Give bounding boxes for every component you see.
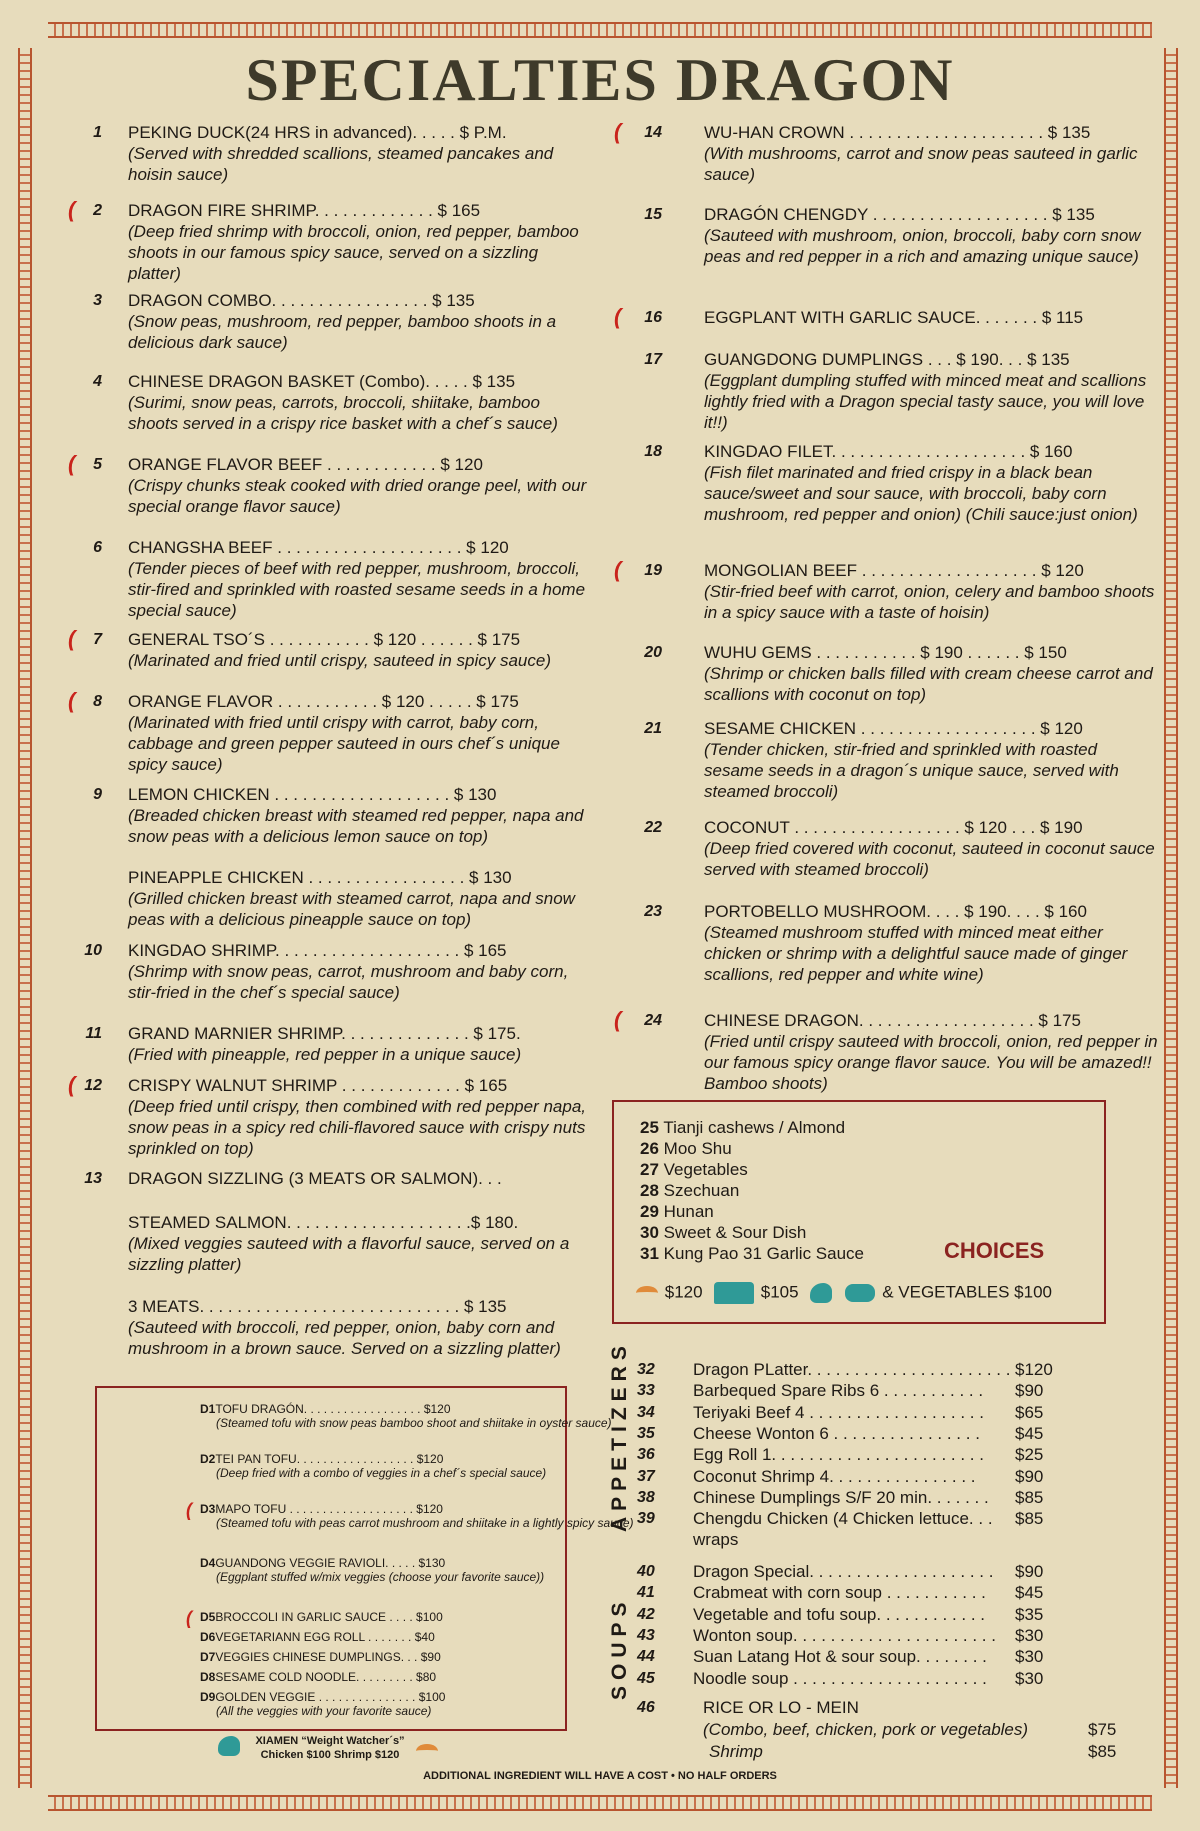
item-name: 3 MEATS. . . . . . . . . . . . . . . . . . . . . . . . . . . . $ 135	[128, 1297, 507, 1316]
row-price: $120	[1015, 1360, 1053, 1379]
veggie-name: GUANDONG VEGGIE RAVIOLI. . . . . $130	[215, 1556, 446, 1570]
veggie-name: GOLDEN VEGGIE . . . . . . . . . . . . . . . $100	[215, 1690, 446, 1704]
item-number: 2	[93, 202, 102, 219]
border-top	[48, 22, 1152, 38]
menu-item	[128, 1075, 588, 1159]
xiamen-note	[250, 1734, 410, 1762]
chili-pepper-icon: (	[614, 557, 622, 582]
item-number: 17	[644, 351, 662, 368]
chili-pepper-icon: (	[68, 451, 76, 476]
veggie-item	[200, 1630, 435, 1644]
menu-item	[128, 1023, 588, 1065]
menu-item	[128, 1212, 588, 1275]
chicken-icon	[218, 1736, 240, 1756]
veggie-name: VEGGIES CHINESE DUMPLINGS. . . $90	[215, 1650, 441, 1664]
menu-item	[128, 1296, 588, 1359]
item-name: PEKING DUCK(24 HRS in advanced). . . . . $ P.M.	[128, 123, 507, 142]
page-title: SPECIALTIES DRAGON	[245, 47, 955, 113]
item-description: (Surimi, snow peas, carrots, broccoli, shiitake, bamboo shoots served in a crispy rice basket with a chef´s sauce)	[128, 393, 558, 433]
row-text: Barbequed Spare Ribs 6 . . . . . . . . . . .	[693, 1381, 984, 1401]
item-description: (Sauteed with broccoli, red pepper, onion, baby corn and mushroom in a brown sauce. Served on a sizzling platter)	[128, 1318, 561, 1358]
item-name: LEMON CHICKEN . . . . . . . . . . . . . . . . . . . $ 130	[128, 785, 497, 804]
choice-line	[640, 1139, 732, 1159]
row-number: 36	[637, 1446, 655, 1464]
choice-text: Szechuan	[663, 1181, 740, 1200]
choice-number: 25	[640, 1118, 659, 1137]
rice-line2: Shrimp	[709, 1742, 763, 1761]
row-text: Coconut Shrimp 4. . . . . . . . . . . . . . . .	[693, 1466, 976, 1486]
border-right	[1164, 48, 1178, 1788]
menu-item	[704, 441, 1160, 525]
appetizers-label: APPETIZERS	[608, 1340, 631, 1532]
row-number: 39	[637, 1510, 655, 1528]
item-name: CHINESE DRAGON. . . . . . . . . . . . . . . . . . . $ 175	[704, 1011, 1081, 1030]
row-price: $30	[1015, 1625, 1044, 1645]
row-price: $30	[1015, 1668, 1044, 1688]
row-number: 45	[637, 1669, 655, 1687]
item-number: 4	[93, 373, 102, 390]
footer-note: ADDITIONAL INGREDIENT WILL HAVE A COST • NO HALF ORDERS	[423, 1770, 777, 1782]
row-price: $90	[1015, 1562, 1044, 1581]
veggie-name: VEGETARIANN EGG ROLL . . . . . . . $40	[215, 1630, 435, 1644]
chili-pepper-icon: (	[614, 119, 622, 144]
row-price: $85	[1015, 1487, 1044, 1507]
item-description: (Fish filet marinated and fried crispy in a black bean sauce/sweet and sour sauce, with broccoli, baby corn mushroom, red pepper and onion) (Chili sauce:just onion)	[704, 463, 1138, 524]
row-text: Noodle soup . . . . . . . . . . . . . . . . . . . . .	[693, 1668, 987, 1688]
menu-item	[704, 349, 1160, 433]
veggie-item	[200, 1610, 443, 1624]
item-number: 10	[84, 942, 102, 959]
chili-pepper-icon: (	[614, 1007, 622, 1032]
item-number: 16	[644, 309, 662, 326]
veggie-item	[200, 1690, 445, 1718]
item-description: (Mixed veggies sauteed with a flavorful sauce, served on a sizzling platter)	[128, 1234, 570, 1274]
item-number: 14	[644, 124, 662, 141]
item-description: (Breaded chicken breast with steamed red pepper, napa and snow peas with a delicious lemon sauce on top)	[128, 806, 584, 846]
item-number: 5	[93, 456, 102, 473]
item-name: CRISPY WALNUT SHRIMP . . . . . . . . . . . . . $ 165	[128, 1076, 508, 1095]
item-description: (Deep fried covered with coconut, sauteed in coconut sauce served with steamed broccoli)	[704, 839, 1155, 879]
menu-item	[128, 629, 588, 671]
menu-item	[704, 817, 1160, 880]
xiamen-line1: XIAMEN “Weight Watcher´s”	[255, 1735, 405, 1747]
pig-icon	[845, 1284, 875, 1302]
item-description: (Served with shredded scallions, steamed pancakes and hoisin sauce)	[128, 144, 554, 184]
row-text: Wonton soup. . . . . . . . . . . . . . . . . . . . . .	[693, 1625, 996, 1645]
menu-item	[128, 867, 588, 930]
menu-item	[704, 642, 1160, 705]
chili-pepper-icon: (	[68, 197, 76, 222]
row-text: Egg Roll 1. . . . . . . . . . . . . . . . . . . . . . .	[693, 1445, 984, 1465]
choices-label: CHOICES	[944, 1238, 1045, 1263]
choice-line	[640, 1202, 714, 1222]
item-description: (Stir-fried beef with carrot, onion, celery and bamboo shoots in a spicy sauce with a taste of hoisin)	[704, 582, 1155, 622]
cow-icon	[714, 1282, 754, 1304]
item-name: PINEAPPLE CHICKEN . . . . . . . . . . . . . . . . . $ 130	[128, 868, 512, 887]
item-name: GRAND MARNIER SHRIMP. . . . . . . . . . . . . . $ 175.	[128, 1024, 521, 1043]
row-price: $65	[1015, 1402, 1044, 1422]
row-text: Suan Latang Hot & sour soup. . . . . . . .	[693, 1647, 987, 1667]
choice-line	[640, 1223, 806, 1243]
row-price: $30	[1015, 1647, 1044, 1667]
veggie-item	[200, 1502, 634, 1530]
border-left	[18, 48, 32, 1788]
row-number: 41	[637, 1584, 655, 1602]
veggie-code: D4	[200, 1556, 216, 1570]
row-price: $45	[1015, 1423, 1044, 1443]
chili-pepper-icon: (	[186, 1500, 192, 1520]
item-number: 19	[644, 562, 662, 579]
rice-num: 46	[637, 1699, 655, 1716]
row-number: 34	[637, 1403, 655, 1421]
item-description: (Shrimp or chicken balls filled with cream cheese carrot and scallions with coconut on top)	[704, 664, 1153, 704]
choice-line	[640, 1244, 864, 1264]
item-name: WUHU GEMS . . . . . . . . . . . $ 190 . . . . . . $ 150	[704, 643, 1067, 662]
item-name: DRAGON COMBO. . . . . . . . . . . . . . . . . $ 135	[128, 291, 475, 310]
item-number: 8	[93, 693, 102, 710]
item-name: DRAGÓN CHENGDY . . . . . . . . . . . . . . . . . . . $ 135	[704, 205, 1095, 224]
item-name: SESAME CHICKEN . . . . . . . . . . . . . . . . . . . $ 120	[704, 719, 1083, 738]
item-description: (Marinated and fried until crispy, sauteed in spicy sauce)	[128, 651, 551, 670]
shrimp-icon	[416, 1744, 438, 1758]
item-number: 6	[93, 539, 102, 556]
menu-item	[128, 537, 588, 621]
row-price: $90	[1015, 1381, 1044, 1401]
item-name: PORTOBELLO MUSHROOM. . . . $ 190. . . . $ 160	[704, 902, 1087, 921]
menu-item	[704, 718, 1160, 802]
item-name: ORANGE FLAVOR BEEF . . . . . . . . . . . . $ 120	[128, 455, 483, 474]
veggie-code: D3	[200, 1502, 216, 1516]
menu-item	[128, 122, 588, 185]
menu-item	[704, 901, 1160, 985]
row-text: Chengdu Chicken (4 Chicken lettuce. . .	[693, 1509, 993, 1529]
menu-item	[704, 1010, 1160, 1094]
item-name: STEAMED SALMON. . . . . . . . . . . . . . . . . . . .$ 180.	[128, 1213, 519, 1232]
item-description: (Tender pieces of beef with red pepper, mushroom, broccoli, stir-fired and sprinkled with roasted sesame seeds in a home special sauce)	[128, 559, 586, 620]
shrimp-price: $120	[664, 1282, 703, 1302]
choice-number: 28	[640, 1181, 659, 1200]
menu-item	[704, 122, 1160, 185]
item-description: (Eggplant dumpling stuffed with minced meat and scallions lightly fried with a Dragon special tasty sauce, you will love it!!)	[704, 371, 1147, 432]
row-text: Chinese Dumplings S/F 20 min. . . . . . .	[693, 1487, 989, 1507]
item-description: (Tender chicken, stir-fried and sprinkled with roasted sesame seeds in a dragon´s unique sauce, served with steamed broccoli)	[704, 740, 1119, 801]
item-name: CHANGSHA BEEF . . . . . . . . . . . . . . . . . . . . $ 120	[128, 538, 509, 557]
menu-item	[128, 290, 588, 353]
menu-item	[704, 307, 1160, 328]
item-name: KINGDAO FILET. . . . . . . . . . . . . . . . . . . . . $ 160	[704, 442, 1073, 461]
veggie-name: BROCCOLI IN GARLIC SAUCE . . . . $100	[215, 1610, 443, 1624]
item-description: (Deep fried shrimp with broccoli, onion, red pepper, bamboo shoots in our famous spicy sauce, served on a sizzling platter)	[128, 222, 579, 283]
chili-pepper-icon: (	[68, 688, 76, 713]
row-number: 33	[637, 1382, 655, 1400]
choice-number: 27	[640, 1160, 659, 1179]
veggie-item	[200, 1402, 612, 1430]
menu-item	[128, 940, 588, 1003]
item-number: 11	[85, 1025, 102, 1042]
row-number: 42	[637, 1605, 655, 1623]
menu-item	[128, 454, 588, 517]
row-text: Dragon PLatter. . . . . . . . . . . . . . . . . . . . . .	[693, 1360, 1011, 1379]
item-number: 23	[644, 903, 662, 920]
menu-item	[128, 784, 588, 847]
item-number: 12	[84, 1077, 102, 1094]
veggie-item	[200, 1452, 546, 1480]
item-name: DRAGON FIRE SHRIMP. . . . . . . . . . . . . $ 165	[128, 201, 481, 220]
choice-line	[640, 1160, 748, 1180]
row-number: 35	[637, 1424, 655, 1442]
veggie-name: TEI PAN TOFU. . . . . . . . . . . . . . . . . . $120	[215, 1452, 444, 1466]
chili-pepper-icon: (	[68, 626, 76, 651]
item-name: EGGPLANT WITH GARLIC SAUCE. . . . . . . $ 115	[704, 308, 1084, 327]
veggie-code: D7	[200, 1650, 216, 1664]
item-description: (Grilled chicken breast with steamed carrot, napa and snow peas with a delicious pineapple sauce on top)	[128, 889, 575, 929]
item-description: (Steamed mushroom stuffed with minced meat either chicken or shrimp with a delightful sauce made of ginger scallions, red pepper and white wine)	[704, 923, 1128, 984]
veggie-name: TOFU DRAGÓN. . . . . . . . . . . . . . . . . . $120	[215, 1402, 451, 1416]
row-price: $45	[1015, 1583, 1044, 1603]
choices-box	[612, 1100, 1106, 1324]
choices-prices	[634, 1282, 1052, 1304]
row-price: $35	[1015, 1604, 1044, 1624]
row-number: 44	[637, 1648, 655, 1666]
row-text: Cheese Wonton 6 . . . . . . . . . . . . . . . .	[693, 1423, 980, 1443]
veggie-description: (Steamed tofu with peas carrot mushroom and shiitake in a lightly spicy sauce)	[216, 1516, 634, 1530]
item-number: 1	[93, 124, 102, 141]
row-text: Teriyaki Beef 4 . . . . . . . . . . . . . . . . . . .	[693, 1402, 984, 1422]
veggie-code: D1	[200, 1402, 216, 1416]
row-number: 37	[637, 1467, 655, 1485]
row-number: 40	[637, 1563, 655, 1580]
veggie-description: (All the veggies with your favorite sauce)	[216, 1704, 432, 1718]
row-text: Vegetable and tofu soup. . . . . . . . . . . .	[693, 1604, 986, 1624]
choice-text: Hunan	[663, 1202, 714, 1221]
beef-price: $105	[760, 1282, 799, 1302]
item-number: 20	[644, 644, 662, 661]
item-name: ORANGE FLAVOR . . . . . . . . . . . $ 120 . . . . . $ 175	[128, 692, 519, 711]
menu-item	[704, 560, 1160, 623]
item-number: 13	[84, 1170, 102, 1187]
row-number: 38	[637, 1488, 655, 1506]
veggie-code: D2	[200, 1452, 216, 1466]
item-description: (Fried with pineapple, red pepper in a unique sauce)	[128, 1045, 522, 1064]
border-bottom	[48, 1795, 1152, 1811]
xiamen-line2: Chicken $100 Shrimp $120	[260, 1749, 400, 1761]
shrimp-icon	[636, 1286, 658, 1300]
choice-line	[640, 1181, 739, 1201]
rice-price1: $75	[1088, 1720, 1117, 1739]
item-name: MONGOLIAN BEEF . . . . . . . . . . . . . . . . . . . $ 120	[704, 561, 1084, 580]
row-number: 43	[637, 1626, 655, 1644]
veggie-item	[200, 1670, 436, 1684]
choice-text: Kung Pao 31 Garlic Sauce	[663, 1244, 865, 1263]
chili-pepper-icon: (	[614, 304, 622, 329]
choice-number: 29	[640, 1202, 659, 1221]
item-name: COCONUT . . . . . . . . . . . . . . . . . . $ 120 . . . $ 190	[704, 818, 1083, 837]
veggie-code: D6	[200, 1630, 216, 1644]
item-number: 21	[644, 720, 662, 737]
choice-number: 26	[640, 1139, 659, 1158]
item-name: KINGDAO SHRIMP. . . . . . . . . . . . . . . . . . . . $ 165	[128, 941, 507, 960]
menu-item	[128, 200, 588, 284]
item-name: DRAGON SIZZLING (3 MEATS OR SALMON). . .	[128, 1169, 502, 1188]
row-price: $85	[1015, 1509, 1044, 1529]
choice-line	[640, 1118, 845, 1138]
veggie-description: (Deep fried with a combo of veggies in a chef´s special sauce)	[216, 1466, 547, 1480]
menu-item	[128, 371, 588, 434]
veggie-name: SESAME COLD NOODLE. . . . . . . . . $80	[215, 1670, 437, 1684]
chili-pepper-icon: (	[68, 1072, 76, 1097]
item-description: (Shrimp with snow peas, carrot, mushroom and baby corn, stir-fried in the chef´s special sauce)	[128, 962, 569, 1002]
row-text: Crabmeat with corn soup . . . . . . . . . . .	[693, 1583, 986, 1603]
rice-price2: $85	[1088, 1742, 1117, 1761]
item-number: 18	[644, 443, 662, 460]
rice-title: RICE OR LO - MEIN	[703, 1698, 859, 1717]
item-number: 7	[93, 631, 102, 648]
menu-item	[128, 691, 588, 775]
item-description: (Marinated with fried until crispy with carrot, baby corn, cabbage and green pepper sauteed in ours chef´s unique spicy sauce)	[128, 713, 560, 774]
veggie-description: (Eggplant stuffed w/mix veggies (choose your favorite sauce))	[216, 1570, 545, 1584]
menu-item	[128, 1168, 588, 1189]
veggie-name: MAPO TOFU . . . . . . . . . . . . . . . . . . . $120	[215, 1502, 443, 1516]
item-number: 24	[644, 1012, 662, 1029]
row-text: Dragon Special. . . . . . . . . . . . . . . . . . . .	[693, 1562, 994, 1581]
veggie-item	[200, 1556, 544, 1584]
choice-text: Sweet & Sour Dish	[663, 1223, 807, 1242]
veggie-description: (Steamed tofu with snow peas bamboo shoot and shiitake in oyster sauce)	[216, 1416, 612, 1430]
row-number: 32	[637, 1361, 655, 1378]
item-number: 9	[93, 786, 102, 803]
choice-text: Vegetables	[663, 1160, 748, 1179]
item-description: (Fried until crispy sauteed with broccoli, onion, red pepper in our famous spicy orange flavor sauce. You will be amazed!! Bamboo shoots)	[704, 1032, 1158, 1093]
rice-line1: (Combo, beef, chicken, pork or vegetables)	[703, 1720, 1029, 1739]
item-name: WU-HAN CROWN . . . . . . . . . . . . . . . . . . . . . $ 135	[704, 123, 1091, 142]
choice-number: 31	[640, 1244, 659, 1263]
item-description: (Snow peas, mushroom, red pepper, bamboo shoots in a delicious dark sauce)	[128, 312, 557, 352]
veggie-item	[200, 1650, 441, 1664]
chicken-pork-price: & VEGETABLES $100	[882, 1282, 1052, 1302]
chicken-icon	[810, 1283, 832, 1303]
item-description: (Deep fried until crispy, then combined with red pepper napa, snow peas in a spicy red chili-flavored sauce with crispy nuts sprinkled on top)	[128, 1097, 586, 1158]
veggie-code: D5	[200, 1610, 216, 1624]
row-text: wraps	[693, 1530, 739, 1550]
item-number: 22	[644, 819, 662, 836]
soups-label: SOUPS	[608, 1596, 631, 1700]
choice-text: Moo Shu	[663, 1139, 732, 1158]
veggie-code: D9	[200, 1690, 216, 1704]
item-number: 15	[644, 206, 662, 223]
veggie-code: D8	[200, 1670, 216, 1684]
item-name: GENERAL TSO´S . . . . . . . . . . . $ 120 . . . . . . $ 175	[128, 630, 521, 649]
item-number: 3	[93, 292, 102, 309]
item-description: (With mushrooms, carrot and snow peas sauteed in garlic sauce)	[704, 144, 1138, 184]
menu-item	[704, 204, 1160, 267]
item-name: GUANGDONG DUMPLINGS . . . $ 190. . . $ 135	[704, 350, 1070, 369]
item-name: CHINESE DRAGON BASKET (Combo). . . . . $ 135	[128, 372, 516, 391]
choice-number: 30	[640, 1223, 659, 1242]
item-description: (Sauteed with mushroom, onion, broccoli, baby corn snow peas and red pepper in a rich and amazing unique sauce)	[704, 226, 1141, 266]
chili-pepper-icon: (	[186, 1608, 192, 1628]
item-description: (Crispy chunks steak cooked with dried orange peel, with our special orange flavor sauce)	[128, 476, 587, 516]
row-price: $90	[1015, 1466, 1044, 1486]
choice-text: Tianji cashews / Almond	[663, 1118, 846, 1137]
row-price: $25	[1015, 1445, 1044, 1465]
